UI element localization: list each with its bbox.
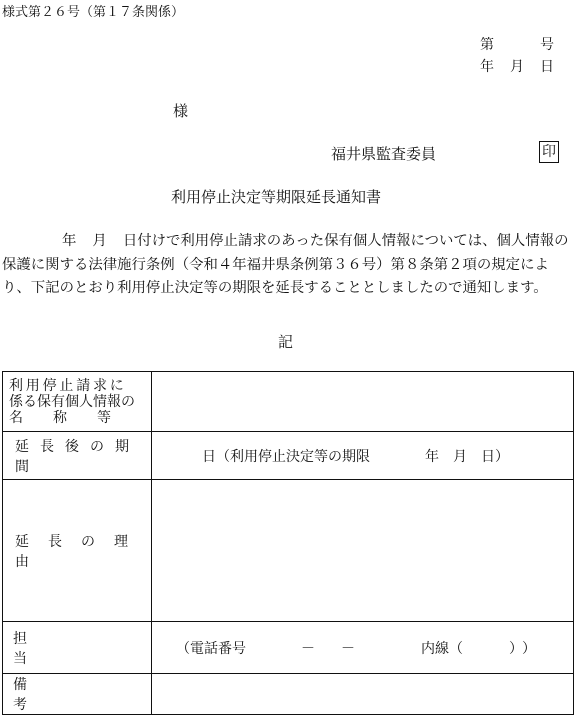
document-title: 利用停止決定等期限延長通知書 <box>171 188 382 206</box>
addressee-suffix: 様 <box>173 102 189 120</box>
table-value-name[interactable] <box>152 372 574 432</box>
table-label-name <box>3 372 152 432</box>
table-label-contact <box>3 622 152 674</box>
table-value-remarks[interactable] <box>152 674 574 715</box>
document-number-suffix: 号 <box>540 37 554 53</box>
contact-label: 担当 <box>13 630 132 667</box>
table-row <box>3 432 574 480</box>
period-year: 年 <box>425 448 439 465</box>
ki-heading: 記 <box>278 333 294 351</box>
reason-label: 延長の理由 <box>15 533 147 570</box>
period-day-close: 日） <box>481 448 509 465</box>
date-day: 日 <box>540 59 554 75</box>
table-row <box>3 372 574 432</box>
label-line-3: 名称等 <box>9 409 141 426</box>
body-date-year: 年 <box>62 233 77 249</box>
table-row <box>3 622 574 674</box>
date-year: 年 <box>480 59 494 75</box>
period-month: 月 <box>453 448 467 465</box>
issuer-name: 福井県監査委員 <box>331 145 437 163</box>
table-row <box>3 674 574 715</box>
table-label-period <box>3 432 152 480</box>
body-text: 日付けで利用停止請求のあった保有個人情報については、個人情報の保護に関する法律施行条例（令和４年福井県条例第３６号）第８条第２項の規定により、下記のとおり利用停止決定等の期限を延長することとしましたので通知します。 <box>2 233 569 296</box>
table-label-remarks <box>3 674 152 715</box>
seal-mark: 印 <box>539 141 559 163</box>
form-number: 様式第２６号（第１７条関係） <box>2 5 185 20</box>
date-month: 月 <box>510 59 524 75</box>
table-value-contact[interactable] <box>152 622 574 674</box>
label-line-1: 利用停止請求に <box>9 377 127 394</box>
table-row <box>3 480 574 622</box>
table-label-reason <box>3 480 152 622</box>
contact-close: ）） <box>509 640 542 657</box>
body-paragraph <box>2 230 574 301</box>
contact-phone: （電話番号 <box>176 640 246 657</box>
table-value-reason[interactable] <box>152 480 574 622</box>
body-date-month: 月 <box>92 233 107 249</box>
info-table <box>2 371 574 715</box>
table-value-period[interactable] <box>152 432 574 480</box>
contact-dash-2: － <box>341 640 355 657</box>
remarks-label: 備考 <box>13 677 132 713</box>
label-line-2: 係る保有個人情報の <box>9 393 135 410</box>
period-day: 日 <box>202 448 216 465</box>
period-paren: （利用停止決定等の期限 <box>216 448 370 465</box>
contact-extension: 内線（ <box>421 640 463 657</box>
period-label: 延長後の期間 <box>15 438 140 475</box>
contact-dash-1: － <box>301 640 315 657</box>
document-number-prefix: 第 <box>480 37 494 53</box>
